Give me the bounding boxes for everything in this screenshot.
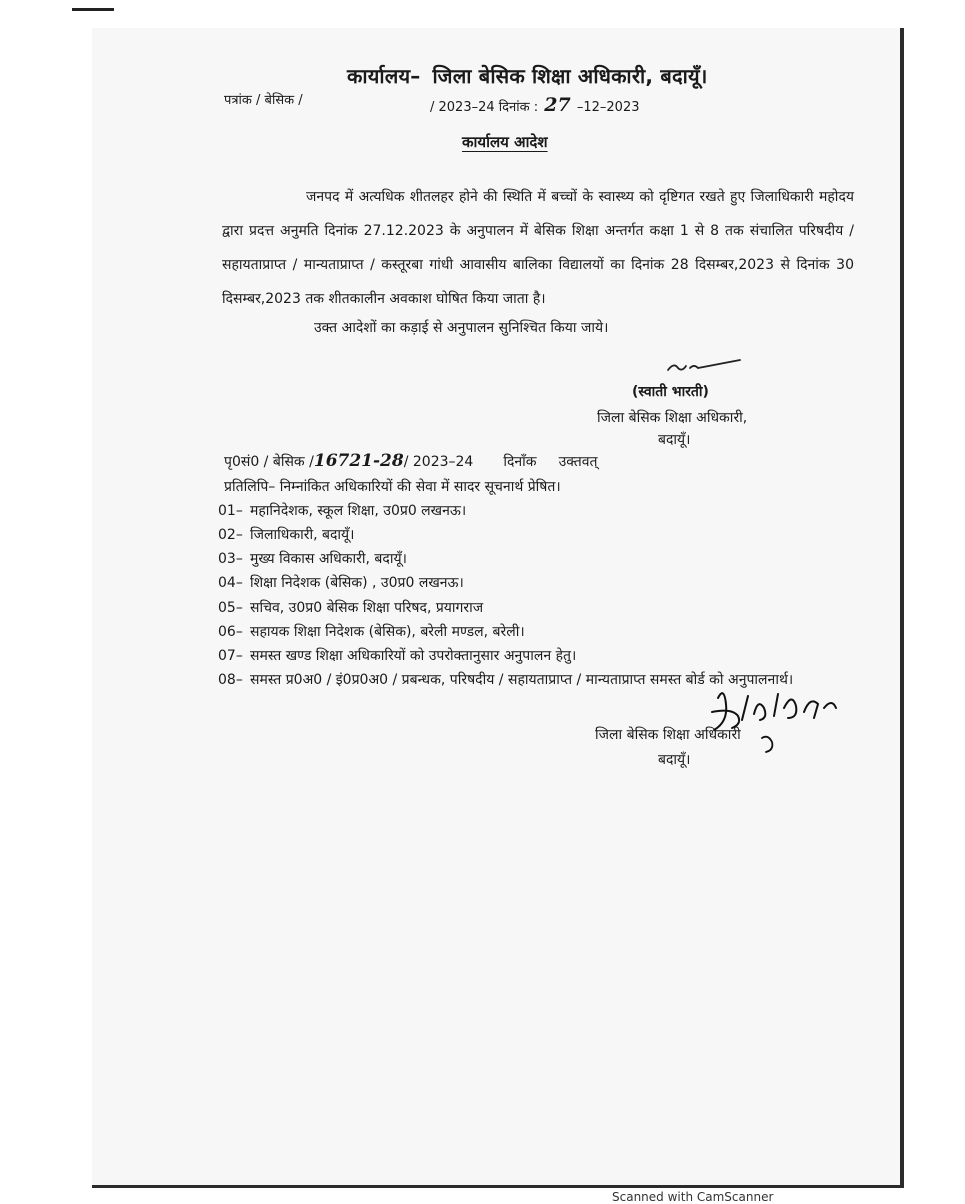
scan-watermark: Scanned with CamScanner	[612, 1190, 774, 1204]
ref-date	[430, 94, 640, 116]
recipient-item: 01– महानिदेशक, स्कूल शिक्षा, उ0प्र0 लखनऊ।	[218, 503, 467, 519]
copy-ref-number: 16721-28	[313, 451, 404, 471]
recipient-item: 03– मुख्य विकास अधिकारी, बदायूँ।	[218, 551, 407, 567]
office-label: कार्यालय–	[347, 64, 421, 88]
ref-month-year: –12–2023	[576, 100, 640, 115]
recipient-item: 07– समस्त खण्ड शिक्षा अधिकारियों को उपरोक्तानुसार अनुपालन हेतु।	[218, 648, 577, 664]
signature2-place: बदायूँ।	[658, 752, 691, 768]
copy-ref-year: / 2023–24	[403, 454, 474, 470]
recipient-item: 02– जिलाधिकारी, बदायूँ।	[218, 527, 355, 543]
copy-date-value: उक्तवत्	[558, 454, 598, 470]
signatory-place: बदायूँ।	[658, 432, 691, 448]
recipient-item: 06– सहायक शिक्षा निदेशक (बेसिक), बरेली मण्डल, बरेली।	[218, 624, 525, 640]
signatory-designation: जिला बेसिक शिक्षा अधिकारी,	[597, 410, 748, 426]
copy-ref-prefix: पृ0सं0 / बेसिक /	[224, 454, 314, 470]
copy-intro: प्रतिलिपि– निम्नांकित अधिकारियों की सेवा में सादर सूचनार्थ प्रेषित।	[224, 479, 561, 495]
signatory-name: (स्वाती भारती)	[632, 384, 709, 400]
recipient-item: 08– समस्त प्र0अ0 / इं0प्र0अ0 / प्रबन्धक, परिषदीय / सहायताप्राप्त / मान्यताप्राप्त समस्त बोर्ड को अनुपालनार्थ।	[218, 672, 794, 688]
ref-year-date-label: / 2023–24 दिनांक :	[430, 100, 539, 115]
office-name: जिला बेसिक शिक्षा अधिकारी, बदायूँ।	[432, 64, 708, 88]
copy-reference	[224, 451, 597, 471]
document-page	[92, 28, 904, 1188]
ref-left: पत्रांक / बेसिक /	[224, 93, 303, 108]
order-paragraph: जनपद में अत्यधिक शीतलहर होने की स्थिति में बच्चों के स्वास्थ्य को दृष्टिगत रखते हुए जिलाधिकारी महोदय द्वारा प्रदत्त अनुमति दिनांक 27.12.2023 के अनुपालन में बेसिक शिक्षा अन्तर्गत कक्षा 1 से 8 तक संचालित परिषदीय / सहायताप्राप्त / मान्यताप्राप्त / कस्तूरबा गांधी आवासीय बालिका विद्यालयों का दिनांक 28 दिसम्बर,2023 से दिनांक 30 दिसम्बर,2023 तक शीतकालीन अवकाश घोषित किया जाता है।	[222, 189, 854, 307]
ref-day-handwritten: 27	[544, 94, 571, 116]
copy-date-label: दिनाँक	[503, 454, 537, 470]
signature-mark	[664, 354, 744, 378]
closing-line: उक्त आदेशों का कड़ाई से अनुपालन सुनिश्चित किया जाये।	[314, 320, 609, 336]
recipient-item: 05– सचिव, उ0प्र0 बेसिक शिक्षा परिषद, प्रयागराज	[218, 600, 484, 616]
signature2-designation: जिला बेसिक शिक्षा अधिकारी	[595, 727, 741, 743]
recipient-item: 04– शिक्षा निदेशक (बेसिक) , उ0प्र0 लखनऊ।	[218, 575, 464, 591]
corner-mark	[72, 8, 114, 11]
office-title	[347, 62, 708, 89]
order-heading: कार्यालय आदेश	[462, 133, 548, 151]
top-bar	[0, 0, 965, 22]
